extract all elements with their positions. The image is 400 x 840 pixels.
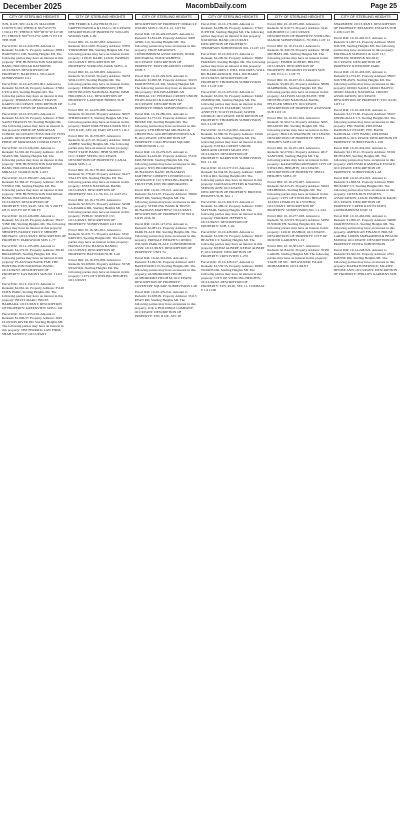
legal-notice: Parcel ID#: 10-20-479-041. Amount to Redeem: $1,638.09. Property Address: 35113 RYAN RD, Sterling Heights MI. The following parties may have an interest in this property: D & G HOLDINGS COMPANY; OCCUPANT. DESCRIPTION OF PROPERTY: T2N, R12E, SEC 20 xyxy=(134,290,198,319)
column-header: CITY OF STERLING HEIGHTS xyxy=(2,14,66,20)
legal-notice: Parcel ID#: 10-10-226-008. Amount to Redeem: $3,114.03. Property Address: 38157 VINE DR, Sterling Heights MI. The following parties may have an interest in this property: SHERIFFS FAMILY TRUST; SHERIFF MICHAEL; OCCUPANT. DESCRIPTION OF PROPERTY: PARKWOOD SUB. L.77 xyxy=(2,214,67,243)
legal-notice: SHARMEEN; OCCUPANT. DESCRIPTION OF PROPERTY: BELMONT ESTATES SUB L.106; LOT 95 xyxy=(333,22,397,35)
legal-notice: Parcel ID#: 10-10-302-013. Amount to Redeem: $1,486.12. Property Address: 35001 MAYFAIR, Sterling Heights MI. The following parties may have an interest in this property: HOOKER JEFFREY S; OCCUPANT. DESCRIPTION OF PROPERTY: SUB. L.66 xyxy=(200,200,264,229)
legal-notice: Parcel ID#: 10-10-203-010. Amount to Redeem: $3,010.30. Property Address: 34042 ZIMMER DR, Sterling Heights MI. The following parties may have an interest in this property: FELIX EJAMEDE; SCOTT ANNETTE; SCOTT EDGAR; JASPER GEORGE; OCCUPANT. DESCRIPTION OF PROPERTY: THOMPSON SUBDIVISION NO. 2 LOT 608 xyxy=(200,90,265,127)
notice-column xyxy=(68,14,132,838)
legal-notice: Parcel ID#: 10-10-403-005. Amount to Redeem: $1,754.67. Property Address: 38507 SOUTHLAWN, Sterling Heights MI. The following parties may have an interest in this property: ODOO XAOLI; ODOO HAOYU; ODOO XIAOLI; NATIONAL CREDIT ASSOCIATION; OCCUPANT. DESCRIPTION OF PROPERTY: T2N, R12E; LOT 12 xyxy=(333,70,398,107)
legal-notice: Parcel ID#: 10-14-467-063. Amount to Redeem: $2,214.80. Property Address: 37855 YORKSHIRE DR, Sterling Heights MI. The following parties may have an interest in this property: LUKIC RADE; LUKIC PASHKO; OCCUPANT. DESCRIPTION OF PROPERTY: STERLING PARK SUB L.11 xyxy=(68,40,131,69)
column-header: CITY OF STERLING HEIGHTS xyxy=(267,14,331,20)
legal-notice: Parcel ID#: 10-12-453-019. Amount to Redeem: $1,806.37. Property Address: 3625 CLINTON RIVER RD, Sterling Heights MI. The following parties may have an interest in this property: THE FERRICK LAW FIRM; SHAH SANJEEV; OCCUPANT xyxy=(2,312,65,337)
legal-notice: Parcel ID#: 10-10-402-013. Amount to Redeem: $1,497.13. Property Address: 38101 SOUTH, Sterling Heights MI. The following parties may have an interest in this property: MICHIGAN SCHOOLS & GOV CU; SPENCER JOSEPH & NICOLE; OCCUPANT. DESCRIPTION OF PROPERTY: RIVERSIDE PARK xyxy=(333,36,397,69)
legal-notice: Parcel ID#: 10-10-254-002. Amount to Redeem: $1,980.59. Property Address: 34326 SANDRA LN, Sterling Heights MI. The following parties may have an interest in this property: EXTRA CREDIT UNION; MIDLAND CREDIT MGMT INC; OCCUPANT. DESCRIPTION OF PROPERTY: DARRYTON SUBDIVISION NO. 1 L.69 xyxy=(200,128,264,165)
legal-notice: Parcel ID#: 10-10-227-011. Amount to Redeem: $3,461.65. Property Address: 38069 MARBROOK, Sterling Heights MI. The following parties may have an interest in this property: ALLISON JACQUELINE; THE HUNTINGTON NATIONAL BANK; PFLEGER SHIRLEY; OCCUPANT. DESCRIPTION OF PROPERTY: ASSESSOR SUB LOT 10 xyxy=(267,78,332,115)
legal-notice: Parcel ID#: 10-10-276-007. Amount to Redeem: $2,315.45. Property Address: 34622 DELIBERTA, Sterling Heights MI. The following parties may have an interest in this property: CITY OF STERLING HEIGHTS; TAUNO CHARLES & CYNTHIA; OCCUPANT. DESCRIPTION OF PROPERTY: SUBDIVISION NO. 1 L.244 xyxy=(267,180,331,213)
legal-notice: Parcel ID#: 10-14-328-005. Amount to Redeem: $1,532.90. Property Address: 35653 WOLCOTT, Sterling Heights MI. The following parties may have an interest in this property: EDMOND ROBINSON; THE HUNTINGTON NATIONAL BANK; IMMI HOLDINGS LLC. DESCRIPTION OF PROPERTY: LAKESIDE HOMES SUB L.231 xyxy=(68,70,131,107)
legal-notice: Parcel ID#: 10-10-154-011. Amount to Redeem: $1,390.78. Property Address: 38108 MICHAEL DR, Sterling Heights MI. The following parties may have an interest in this property: FISHER ALBERT; HELEN; OCCUPANT. DESCRIPTION OF PROPERTY: BELMONT ESTATES SUB L.106; P.L.L.C. LOT 75 xyxy=(267,44,331,77)
legal-notice: Parcel ID#: 10-10-277-013. Amount to Redeem: $2,044.96. Property Address: 34005 UTICA RD, Sterling Heights MI. The following parties may have an interest in this property: DANSANA PETERS & WANDA; SERSON ANN; OCCUPANT. DESCRIPTION OF PROPERTY: BRISTOL HEIGHTS SUB. NO. 1 xyxy=(200,166,264,199)
column-header: CITY OF STERLING HEIGHTS xyxy=(135,14,199,20)
legal-notice: Parcel ID#: 10-10-453-003. Amount to Redeem: $1,421.33. Property Address: 37620 SAINT FRANCIS ST, Sterling Heights MI. The following parties may have an interest in this property: PRIDE OF MORAVIAN CONDO; OCCUPANT; FOSS DOLLY; FOSS LARRY. DESCRIPTION OF PROPERTY: PRIDE OF MORAVIAN CONDO UNIT 8 xyxy=(2,112,67,145)
notice-column xyxy=(2,14,66,838)
legal-notice: T2N, R12E, SEC 24 & 25, MACOMB COUNTY, MI; THENCE S02°52'25"W 1740.21 FT; THENCE N87°06'35"W 617.98 FT; THENCE S02°55'54"W 1208.71 FT TO THE POB xyxy=(2,22,64,43)
notice-column xyxy=(334,14,398,838)
legal-notice: Parcel ID#: 10-12-105-009. Amount to Redeem: $1,472.61. Property Address: 38140 BROADWAY, Sterling Heights MI. The following parties may have an interest in this property: FLAGSTAR BANK FSB; THE HUNTINGTON NATIONAL BANK; OCCUPANT. DESCRIPTION OF PROPERTY: EASTMONT SUB NO 1 LOT 23 xyxy=(2,244,65,281)
legal-notice: Parcel ID#: 10-10-251-004. Amount to Redeem: $1,904.74. Property Address: 5003 MEADOW DR, Sterling Heights MI. The following parties may have an interest in this property: HOLLIS SHANNON; OCCUPANT. DESCRIPTION OF PROPERTY: SHELL HEIGHTS SUB LOT 98 xyxy=(267,116,332,145)
legal-notice: Parcel ID#: 10-10-185-000. Amount to Redeem: $1,910.73. Property Address: 3244 KILBORNE LC; OCCUPANT. DESCRIPTION OF PROPERTY: STERLING MANOR SUBDIVISION L.79; PMI. LOT 12 xyxy=(267,22,332,43)
legal-notice: Parcel ID#: 10-19-280-001. Amount to Redeem: $1,772.01. Property Address: 4676 BURKE DR, Sterling Heights MI. The following parties may have an interest in this property: CHLEBOWSKI MICHAEL & CHRISTINA; GOLDENDISH EDWIN A & B; OCCUPANT. DESCRIPTION OF PROPERTY: COACHWOOD SQUARE SUBDIVISION L.14 xyxy=(134,112,197,149)
legal-notice: Parcel ID#: 10-10-326-020. Amount to Redeem: $1,902.40. Property Address: 10-03 SEARS DR, Sterling Heights MI. The following parties may have an interest in this property: THE HUNTINGTON NATIONAL BANK; HOLOWIAK RAYMOND; MIRACLE WOODS SUB. L.203 xyxy=(2,146,65,175)
column-header: CITY OF STERLING HEIGHTS xyxy=(201,14,265,20)
notice-columns xyxy=(2,14,398,838)
legal-notice: Parcel ID#: 10-10-202-013. Amount to Redeem: $2,200.92. Property Address: 38062 FORMAN, Sterling Heights MI. The following parties may have an interest in this property: WILL DOLORES J; WILL DOLORES; WILL RICHARD ARNOLD; WILL RICHARD; OCCUPANT. DESCRIPTION OF PROPERTY: THOMPSON SUBDIVISION NO. 2 LOT 549 xyxy=(200,52,267,89)
legal-notice: THE FERRICK LAW FIRM; PLLC; GRIFFIN DAVID A & LISA G; OCCUPANT. DESCRIPTION OF PROPERTY: WILLOW WOODS SUB. L.99 xyxy=(68,22,133,39)
legal-notice: Parcel ID#: 10-16-376-007. Amount to Redeem: $1,415.10. Property Address: 35645 ASHBY, Sterling Heights MI. The following parties may have an interest in this property: FIRST STATE BANK; JBSB SUPPLIES LLC; ERIEF SEEPA; OCCUPANT. DESCRIPTION OF PROPERTY: CANAL PARK SUB. L.4 xyxy=(68,134,131,167)
legal-notice: Parcel ID#: 10-16-178-002. Amount to Redeem: $1,778.46. Property Address: 34477 VALLEY RD, Sterling Heights MI. The following parties may have an interest in this property: ESSEX NATIONAL BANK; OCCUPANT. DESCRIPTION OF PROPERTY: NO. 2 L.56, P.L.13, LOT 251 xyxy=(68,168,131,197)
legal-notice: Parcel ID#: 10-10-462-002. Amount to Redeem: $1,906.47. Property Address: 34688 MARTINSVILLE, Sterling Heights MI. The following parties may have an interest in this property: AMERICAN FINANCE HOUSE LARIBA; UDDIN MOHAMMED & BEGUM FATIMA; OCCUPANT. DESCRIPTION OF PROPERTY: PENTA SUBDIVISION xyxy=(333,214,399,247)
legal-notice: Parcel ID#: 10-14-476-008. Amount to Redeem: $1,264.58. Property Address: 36975 SHERWOOD CT, Sterling Heights MI. The following parties may have an interest in this property: BART INDUSTRIAL PARK NO 2; T2N, R12E, SEC 24; PART OF LOTS 1 & 2 xyxy=(68,108,132,133)
legal-notice: Parcel ID#: 10-20-127-054. Amount to Redeem: $2,085.21. Property Address: 36774 PARK PLACE DR, Sterling Heights MI. The following parties may have an interest in this property: PRINGLE HEIGHTS CONDO; WILSON PARK PLACE CONDOMINIUM ASSN; OCCUPANT. DESCRIPTION OF PROPERTY: UNIT 74 xyxy=(134,222,198,255)
legal-notice: Parcel ID#: 10-16-179-035. Amount to Redeem: $2,305.55. Property Address: 34508 LA MARRA DR, Sterling Heights MI. The following parties may have an interest in this property: PUBLIC SERVICE CU; OCCUPANT. DESCRIPTION OF PROPERTY: SUBDIVISION LOT 100 xyxy=(68,198,132,227)
legal-notice: Parcel ID#: 10-10-229-038. Amount to Redeem: $1,640.71. Property Address: 38061 HARTWELL DR, Sterling Heights MI. The following parties may have an interest in this property: THE HUNTINGTON NATIONAL BANK; HOLOWIAK RAYMOND; OCCUPANT. DESCRIPTION OF PROPERTY: HARTWELL VILLAGE SUBDIVISION L.61 xyxy=(2,44,65,81)
legal-notice: DESCRIPTION OF PROPERTY: MIRACLE WOODS SUB. L.56, P.L.13, LOT 82 xyxy=(134,22,198,31)
column-header: CITY OF STERLING HEIGHTS xyxy=(68,14,132,20)
legal-notice: Parcel ID#: 10-10-404-001. Amount to Redeem: $2,110.11. Property Address: 33302 BETH ANN, Sterling Heights MI. The following parties may have an interest in this property: ZIELINSKI RAMONA E ESTATE; OCCUPANT. DESCRIPTION OF PROPERTY: SUBDIVISION L.48 xyxy=(333,146,397,175)
legal-notice: Parcel ID#: 10-16-429-003-005. Amount to Redeem: $1,814.28. Property Address: 4008 APRIL LN, Sterling Heights MI. The following parties may have an interest in this property: TROY MEADOWS CONDOMINIUM ASSOCIATION; NOUR ROUWAIDA; NOUR WAHEED; OCCUPANT. DESCRIPTION OF PROPERTY: TROY MEADOWS CONDO UNIT 5 xyxy=(134,32,197,73)
notice-column xyxy=(201,14,265,838)
legal-notice: Parcel ID#: 10-10-380-007. Amount to Redeem: $1,384.47. Property Address: 10-63 VENICE DR, Sterling Heights MI. The following parties may have an interest in this property: THE HUNTINGTON NATIONAL BANK; HOLOWIAK RAYMOND; OCCUPANT. DESCRIPTION OF PROPERTY: T2N, R12E, SEC 36; S 200 FT OF N 1025 FT OF E 300 FT xyxy=(2,176,65,213)
legal-notice: Parcel ID#: 10-18-229-026. Amount to Redeem: $1,996.38. Property Address: 39133 MARTINSVILLE RD, Sterling Heights MI. The following parties may have an interest in this property: POLISH AMERICAN FEDERAL CU; FEDERAL CREDIT UNION; PITON MACIEJ & KATARZYNA; OCCUPANT. DESCRIPTION OF PROPERTY: HORN SUBDIVISION L.99 xyxy=(134,74,200,111)
legal-notice: Parcel ID#: 10-19-279-025. Amount to Redeem: $1,429.40. Property Address: 35150 MOUND RD, Sterling Heights MI. The following parties may have an interest in this property: NSN INCORPORATED; DUNASKISS DANE; DUNASKISS MATTHEW; LIBERTY LENDERS LLC; ASSURANCE CO; STERLING BANK & TRUST FSB; DSN INCORPORATED xyxy=(134,150,198,187)
legal-notice: Parcel ID#: 10-10-251-043. Amount to Redeem: $2,270.91. Property Address: 4817 SANFORD, Sterling Heights MI. The following parties may have an interest in this property: KARANOSKI RICHARD; CITY OF STERLING HEIGHTS; OCCUPANT. DESCRIPTION OF PROPERTY: SHELL HEIGHTS SUB L.97 xyxy=(267,146,333,179)
header-page-number: Page 25 xyxy=(370,2,397,10)
legal-notice: Parcel ID#: 10-20-301-004. Amount to Redeem: $1,692.30. Property Address: 4033 BAREWOOD LN, Sterling Heights MI. The following parties may have an interest in this property: ALSBOROOKS HUGH; ALSBOROOKS HUGH M; OCCUPANT. DESCRIPTION OF PROPERTY: COVENTRY SQUARE SUBDIVISION L.90 xyxy=(134,256,198,289)
legal-notice: Parcel ID#: 10-20-176-021. Amount to Redeem: $2,514.07. Property Address: 36990 RYAN RD, Sterling Heights MI. The following parties may have an interest in this property: STERLING BANK & TRUST; DUNASKISS MATTHEW; OCCUPANT. DESCRIPTION OF PROPERTY: SP NO 9; LOTS 29 & 30 xyxy=(134,188,198,221)
legal-notice: Parcel ID#: 10-10-303-017. Amount to Redeem: $1,844.56. Property Address: 35330 CARON, Sterling Heights MI. The following parties may have an interest in this property: STATE OF MI - TREASURER; ISLAM MOHAMMED; OCCUPANT xyxy=(267,244,331,269)
legal-notice: Parcel ID#: 10-16-479-009. Amount to Redeem: $3,208.60. Property Address: 35720 RYAN RD, Sterling Heights MI. The following parties may have an interest in this property: CITY OF STERLING HEIGHTS; OCCUPANT xyxy=(68,258,132,283)
header-date: December 2025 xyxy=(3,1,62,11)
legal-notice: Parcel ID#: 10-10-451-001. Amount to Redeem: $1,668.34. Property Address: 8300 HICKORY CT, Sterling Heights MI. The following parties may have an interest in this property: CREEK RUN ESTATES ASSOCIATION; LUKIC PASHKO & RADE; OCCUPANT. DESCRIPTION OF PROPERTY: CREEK RUN ESTATES CONDOMINIUM UNIT 74 xyxy=(333,176,398,213)
notice-column xyxy=(267,14,331,838)
legal-notice: Parcel ID#: 10-10-428-017. Amount to Redeem: $1,559.53. Property Address: 38300 WOODS DR, Sterling Heights MI. The following parties may have an interest in this property: CITY OF STERLING HEIGHTS; OCCUPANT. DESCRIPTION OF PROPERTY: T2N, R12E, SEC 11, COMM AT E 1/4 COR xyxy=(200,260,266,293)
legal-notice: Parcel ID#: 10-16-381-001. Amount to Redeem: $1,631.71. Property Address: 3350 KRISTIN, Sterling Heights MI. The following parties may have an interest in this property: HANNA LEYA; HANNA DANIEL; OCCUPANT. DESCRIPTION OF PROPERTY: BAYWOOD SUB. L.26 xyxy=(68,228,133,257)
column-header: CITY OF STERLING HEIGHTS xyxy=(334,14,398,20)
legal-notice: Parcel ID#: 10-14-228-022. Amount to Redeem: $3,362.10. Property Address: 2555 RAVINE DR, Sterling Heights MI. The following parties may have an interest in this property: DAPRATO BERNICE; MCATEE DENISE ANN; OCCUPANT. DESCRIPTION OF PROPERTY: PHILLIPS GARDENS SUB xyxy=(333,248,398,277)
legal-notice: Parcel ID#: 10-10-277-028. Amount to Redeem: $1,522.63. Property Address: 34850 PLYMOUTH, Sterling Heights MI. The following parties may have an interest in this property: LUKIC PASHKO; OCCUPANT. DESCRIPTION OF PROPERTY: CITY OF MOUND GARDENS L.19 xyxy=(267,214,331,243)
legal-notice: Parcel ID#: 10-10-425-003-001. Amount to Redeem: $2,018.46. Property Address: 37962 UTICA RD, Sterling Heights MI. The following parties may have an interest in this property: THOMAS LINDA J; TRAVIS KAREN; OCCUPANT. DESCRIPTION OF PROPERTY: TOWN OF MONAGHAN xyxy=(2,82,65,111)
page-header xyxy=(0,0,400,13)
legal-notice: Parcel ID#: 10-10-176-009. Amount to Redeem: $1,689.46. Property Address: 37622 JUPITER, Sterling Heights MI. The following parties may have an interest in this property: NATIONAL BANK; OCCUPANT. DESCRIPTION OF PROPERTY: THOMPSON SUBDIVISION NO. 2 LOT 123 xyxy=(200,22,265,51)
legal-notice: Parcel ID#: 10-12-152-013. Amount to Redeem: $2,061.44. Property Address: 35140 EDEN PARK, Sterling Heights MI. The following parties may have an interest in this property: BELTZ MARC; BELTZ BARBARA; OCCUPANT. DESCRIPTION OF PROPERTY: GREENVIEW SUB L.142 xyxy=(2,282,65,311)
notice-column xyxy=(135,14,199,838)
header-site: MacombDaily.com xyxy=(185,2,247,10)
legal-notice: Parcel ID#: 10-10-403-043. Amount to Redeem: $1,715.60. Property Address: 38167 SPRINGDALE CT, Sterling Heights MI. The following parties may have an interest in this property: PNC BANK; ZIELINSKI RAMONA E ESTATE; PNC BANK NATIONAL CITY BANK; ZIELINSKI RAMONA; OCCUPANT. DESCRIPTION OF PROPERTY: SUBDIVISION L.108 xyxy=(333,108,399,145)
legal-notice: Parcel ID#: 10-10-428-009. Amount to Redeem: $1,630.70. Property Address: 38247 BEAVER CT, Sterling Heights MI. The following parties may have an interest in this property: REPOZ ALBERT; REPOZ ALBERT F; OCCUPANT. DESCRIPTION OF PROPERTY: CRESTVIEW L.270 xyxy=(200,230,266,259)
